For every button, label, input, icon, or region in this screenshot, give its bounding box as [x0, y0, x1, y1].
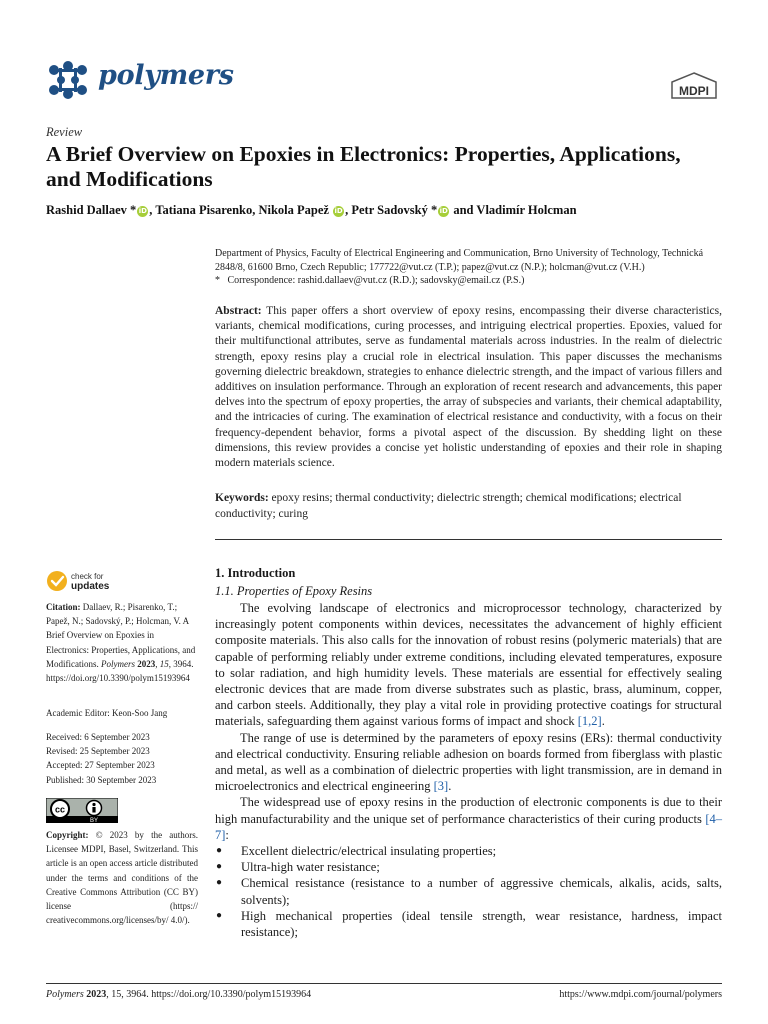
citation-volume: 15 [159, 658, 169, 669]
footer-divider [46, 983, 722, 984]
date-revised: Revised: 25 September 2023 [46, 746, 150, 757]
mdpi-logo-text: MDPI [679, 84, 709, 98]
affiliation [215, 247, 725, 288]
polymers-logo-icon [46, 60, 90, 100]
paragraph: The widespread use of epoxy resins in the production of electronic components is due to their high manufacturability and the unique set of performance characteristics of their curing products [4–7]: [215, 795, 722, 842]
divider [215, 539, 722, 540]
citation-year: 2023 [137, 658, 156, 669]
abstract [215, 304, 722, 471]
mdpi-logo-icon [666, 72, 722, 102]
keywords [215, 490, 722, 522]
check-updates-line1: check for [71, 572, 104, 581]
author-name[interactable]: Tatiana Pisarenko [155, 203, 253, 217]
citation-journal: Polymers [101, 658, 135, 669]
list-item: ● Excellent dielectric/electrical insulating properties; [215, 843, 722, 859]
abstract-label: Abstract: [215, 305, 262, 317]
affiliation-text: Department of Physics, Faculty of Electrical Engineering and Communication, Brno University of Technology, Technická 2848/8, 61600 Brno, Czech Republic; 177722@vut.cz (T.P.); papez@vut.cz (N.P.); holcman@vut.cz (V.H.) [215, 248, 704, 273]
date-published: Published: 30 September 2023 [46, 774, 157, 785]
check-updates-line2: updates [71, 581, 110, 592]
citation-link[interactable]: [1,2] [577, 714, 602, 729]
correspondence-text: Correspondence: rashid.dallaev@vut.cz (R.D.); sadovsky@email.cz (P.S.) [227, 275, 525, 286]
subsection-heading: 1.1. Properties of Epoxy Resins [215, 584, 373, 598]
orcid-icon[interactable]: iD [439, 207, 448, 215]
footer-doi[interactable]: , 15, 3964. https://doi.org/10.3390/polym15193964 [106, 989, 312, 1000]
paragraph: The range of use is determined by the parameters of epoxy resins (ERs): thermal conductivity and electrical conductivity. Ensuring reliable adhesion on boards formed from fiberglass with plastic and metal, as well as a combination of dielectric properties with light transmission, are in demand in microelectronics and electrical engineering [3]. [215, 730, 722, 794]
copyright-text: © 2023 by the authors. Licensee MDPI, Basel, Switzerland. This article is an open access article distributed under the terms and conditions of the Creative Commons Attribution (CC BY) license (https:// creativecommons.org/licenses/by/ 4.0/). [46, 830, 199, 926]
author-list: Rashid Dallaev * iD , Tatiana Pisarenko, Nikola Papež iD , Petr Sadovský * iD and Vladimír Holcman [46, 203, 577, 217]
keywords-text: epoxy resins; thermal conductivity; dielectric strength; chemical modifications; electrical conductivity; curing [215, 492, 682, 520]
author-name[interactable]: Nikola Papež [258, 203, 329, 217]
list-item: ● High mechanical properties (ideal tensile strength, wear resistance, hardness, impact resistance); [215, 908, 722, 940]
date-accepted: Accepted: 27 September 2023 [46, 760, 155, 771]
author-name[interactable]: Vladimír Holcman [476, 203, 577, 217]
corresponding-mark: * [427, 203, 438, 217]
correspondence-star: * [215, 275, 220, 286]
paragraph: The evolving landscape of electronics and microprocessor technology, characterized by increasingly potent components within devices, necessitates the advancement of highly efficient composite materials. This also calls for the innovation of robust resins (polymeric materials) that are capable of performing reliably under extreme conditions, including elevated temperatures, exposure to solar radiation, and high humidity levels. These materials are essential for effectively sealing electronic devices that are made from diverse substrates such as plastic, brass, aluminum, copper, and carbon steels. Additionally, they play a vital role in providing protective coatings for structural materials, safeguarding them against various forms of impact and shock [1,2]. [215, 601, 722, 729]
author-name[interactable]: Rashid Dallaev [46, 203, 127, 217]
citation-link[interactable]: [3] [433, 779, 449, 794]
svg-text:cc: cc [54, 804, 66, 815]
copyright-block [46, 828, 198, 927]
cc-by-license-icon[interactable] [46, 798, 118, 823]
corresponding-mark: * [126, 203, 137, 217]
keywords-label: Keywords: [215, 492, 269, 504]
citation-block: Citation: Dallaev, R.; Pisarenko, T.; Papež, N.; Sadovský, P.; Holcman, V. A Brief Overview on Epoxies in Electronics: Properties, Applications, and Modifications. Polymers 2023, 15, 3964. https://doi.org/10.3390/polym15193964 [46, 602, 196, 684]
citation-text: Dallaev, R.; Pisarenko, T.; Papež, N.; Sadovský, P.; Holcman, V. A Brief Overview on Epoxies in Electronics: Properties, Applications, and Modifications. [46, 602, 196, 669]
correspondence-line [215, 274, 725, 288]
check-for-updates-button[interactable] [46, 570, 166, 592]
orcid-icon[interactable]: iD [334, 207, 343, 215]
section-heading: 1. Introduction [215, 566, 296, 580]
footer-citation [46, 989, 311, 1000]
footer-year: 2023 [86, 989, 107, 1000]
check-updates-icon [47, 571, 67, 591]
list-item: ● Ultra-high water resistance; [215, 859, 722, 875]
list-item: ● Chemical resistance (resistance to a number of aggressive chemicals, alkalis, acids, salts, solvents); [215, 875, 722, 907]
article-title: A Brief Overview on Epoxies in Electronics: Properties, Applications, and Modifications [46, 142, 681, 191]
property-list [215, 843, 722, 940]
citation-doi[interactable]: , 3964. https://doi.org/10.3390/polym15193964 [46, 658, 194, 684]
footer-journal: Polymers [46, 989, 84, 1000]
citation-link[interactable]: [4–7] [215, 811, 722, 842]
author-name[interactable]: Petr Sadovský [351, 203, 428, 217]
footer-journal-url[interactable]: https://www.mdpi.com/journal/polymers [559, 989, 722, 1000]
orcid-icon[interactable]: iD [138, 207, 147, 215]
abstract-text: This paper offers a short overview of epoxy resins, encompassing their diverse characteristics, variants, chemical modifications, curing processes, and intriguing electrical properties. Epoxies, valued for their multifunctional attributes, serve as fundamental materials across industries. In the realm of dielectric strength, epoxy resins play a crucial role in electrical insulation. This paper discusses the mechanisms governing dielectric breakdown, strategies to enhance dielectric strength, and the impact of various fillers and additives on insulation performance. Through an exploration of recent research and advancements, this paper delves into the spectrum of epoxy properties, the array of subspecies and variants, their chemical adaptability, and the intricacies of curing. The examination of electrical resistance and conductivity, with a focus on their frequency-dependent behavior, forms a pivotal aspect of the discussion. By shedding light on these dimensions, this review provides a concise yet holistic understanding of epoxies and their role in shaping modern materials science. [215, 305, 723, 470]
citation-label: Citation: [46, 602, 81, 612]
copyright-label: Copyright: [46, 830, 89, 840]
journal-name: polymers [98, 60, 234, 91]
academic-editor: Academic Editor: Keon-Soo Jang [46, 708, 168, 718]
date-received: Received: 6 September 2023 [46, 732, 150, 742]
article-type: Review [46, 125, 83, 139]
body-text [215, 600, 722, 940]
cc-by-text: BY [89, 818, 99, 823]
publication-dates [46, 730, 198, 787]
